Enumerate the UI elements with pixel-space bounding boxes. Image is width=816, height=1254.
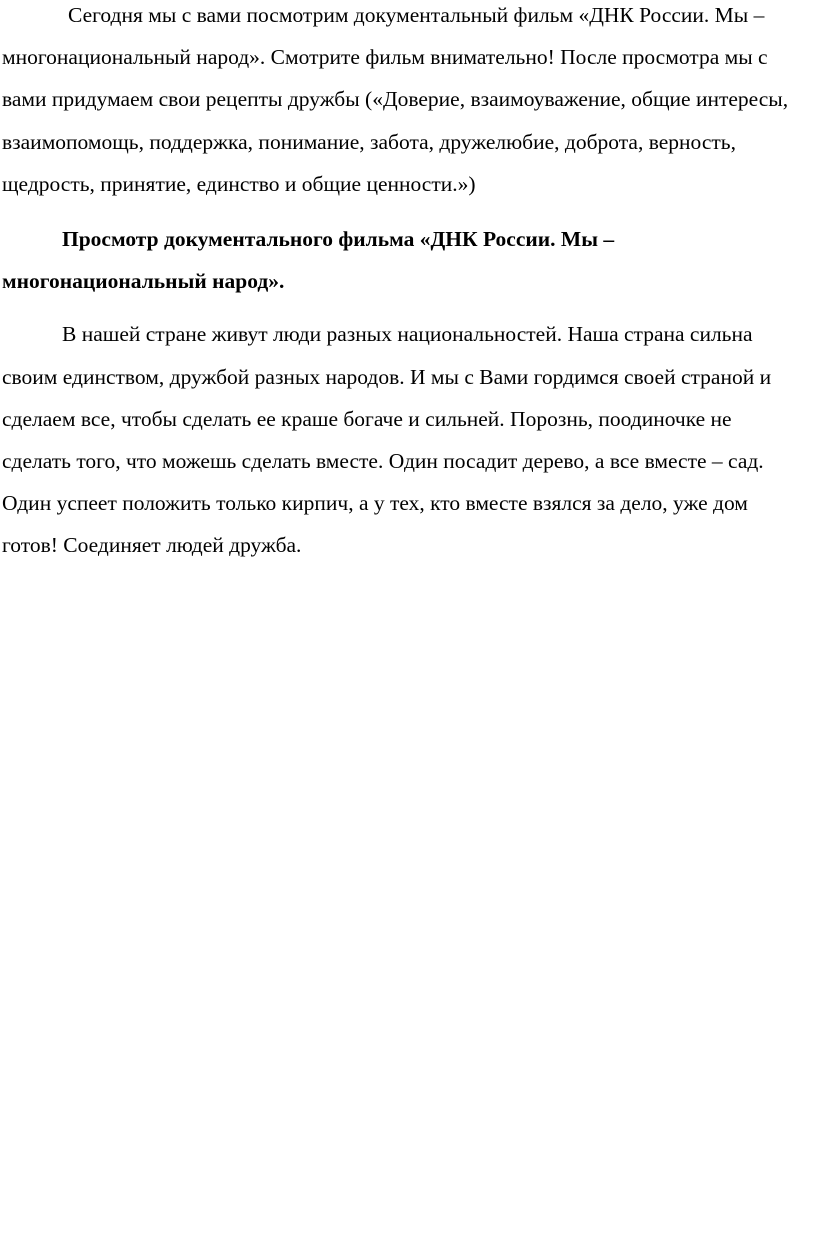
intro-paragraph: Сегодня мы с вами посмотрим документальный фильм «ДНК России. Мы – многонациональный народ». Смотрите фильм внимательно! После просмотра мы с вами придумаем свои рецепты дружбы («Доверие, взаимоуважение, общие интересы, взаимопомощь, поддержка, понимание, забота, дружелюбие, доброта, верность, щедрость, принятие, единство и общие ценности.») — [2, 3, 789, 196]
section-heading: Просмотр документального фильма «ДНК России. Мы – многонациональный народ». — [2, 227, 615, 294]
body-paragraph: В нашей стране живут люди разных национальностей. Наша страна сильна своим единством, дружбой разных народов. И мы с Вами гордимся своей страной и сделаем все, чтобы сделать ее краше богаче и сильней. Порознь, поодиночке не сделать того, что можешь сделать вместе. Один посадит дерево, а все вместе – сад. Один успеет положить только кирпич, а у тех, кто вместе взялся за дело, уже дом готов! Соединяет людей дружба. — [2, 322, 772, 558]
